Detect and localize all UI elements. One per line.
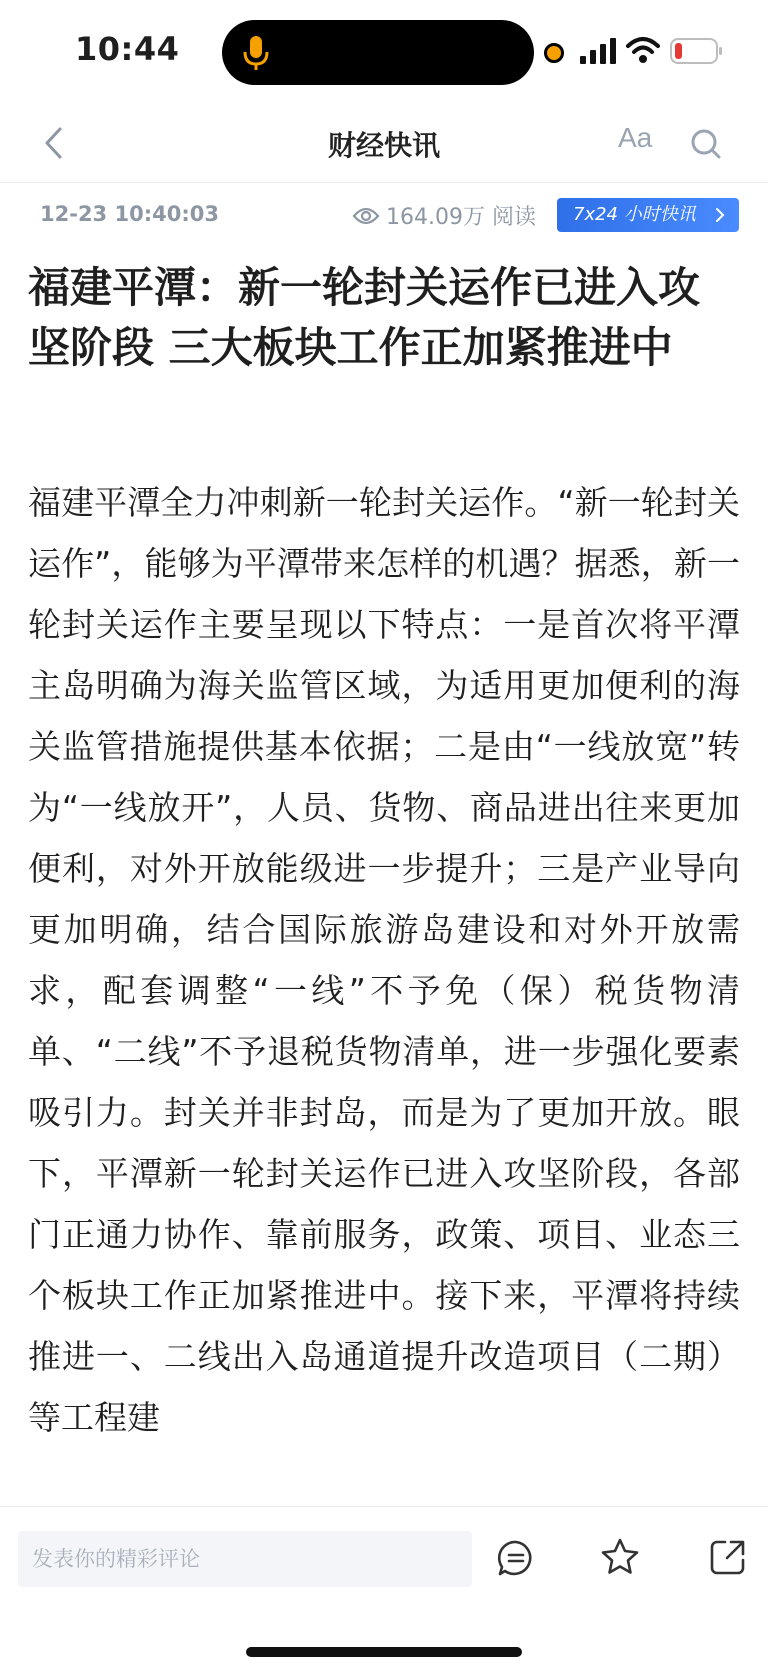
- bottom-action-bar: [0, 1506, 768, 1666]
- nav-bar: [0, 104, 768, 183]
- search-icon[interactable]: [690, 128, 722, 160]
- status-time: 10:44: [75, 30, 180, 68]
- view-count-label: 164.09万 阅读: [386, 205, 536, 230]
- star-icon[interactable]: [600, 1537, 640, 1577]
- news-24h-badge[interactable]: [557, 198, 739, 232]
- article-meta: [0, 194, 768, 238]
- badge-label: 7x24 小时快讯: [573, 204, 696, 225]
- cellular-signal-icon: [580, 38, 616, 64]
- eye-icon: [352, 206, 380, 226]
- battery-icon: [670, 38, 724, 64]
- chevron-right-icon: [715, 207, 725, 223]
- comment-input[interactable]: 发表你的精彩评论: [18, 1531, 472, 1587]
- article-body: 福建平潭全力冲刺新一轮封关运作。“新一轮封关运作”，能够为平潭带来怎样的机遇？据悉，新一轮封关运作主要呈现以下特点：一是首次将平潭主岛明确为海关监管区域，为适用更加便利的海关监管措施提供基本依据；二是由“一线放宽”转为“一线放开”，人员、货物、商品进出往来更加便利，对外开放能级进一步提升；三是产业导向更加明确，结合国际旅游岛建设和对外开放需求，配套调整“一线”不予免（保）税货物清单、“二线”不予退税货物清单，进一步强化要素吸引力。封关并非封岛，而是为了更加开放。眼下，平潭新一轮封关运作已进入攻坚阶段，各部门正通力协作、靠前服务，政策、项目、业态三个板块工作正加紧推进中。接下来，平潭将持续推进一、二线出入岛通道提升改造项目（二期）等工程建: [28, 483, 740, 1437]
- recording-indicator: [544, 43, 564, 63]
- status-bar: [0, 0, 768, 104]
- wifi-icon: [626, 36, 660, 64]
- view-count: [352, 200, 536, 231]
- article-headline: 福建平潭：新一轮封关运作已进入攻坚阶段 三大板块工作正加紧推进中: [28, 263, 701, 372]
- font-size-button[interactable]: Aa: [618, 122, 653, 153]
- home-indicator: [246, 1647, 522, 1657]
- page-title: 财经快讯: [327, 129, 440, 162]
- publish-timestamp: 12-23 10:40:03: [40, 202, 219, 226]
- dynamic-island: [222, 20, 534, 85]
- comment-icon[interactable]: [497, 1539, 535, 1577]
- share-icon[interactable]: [709, 1538, 747, 1576]
- microphone-icon: [242, 34, 270, 72]
